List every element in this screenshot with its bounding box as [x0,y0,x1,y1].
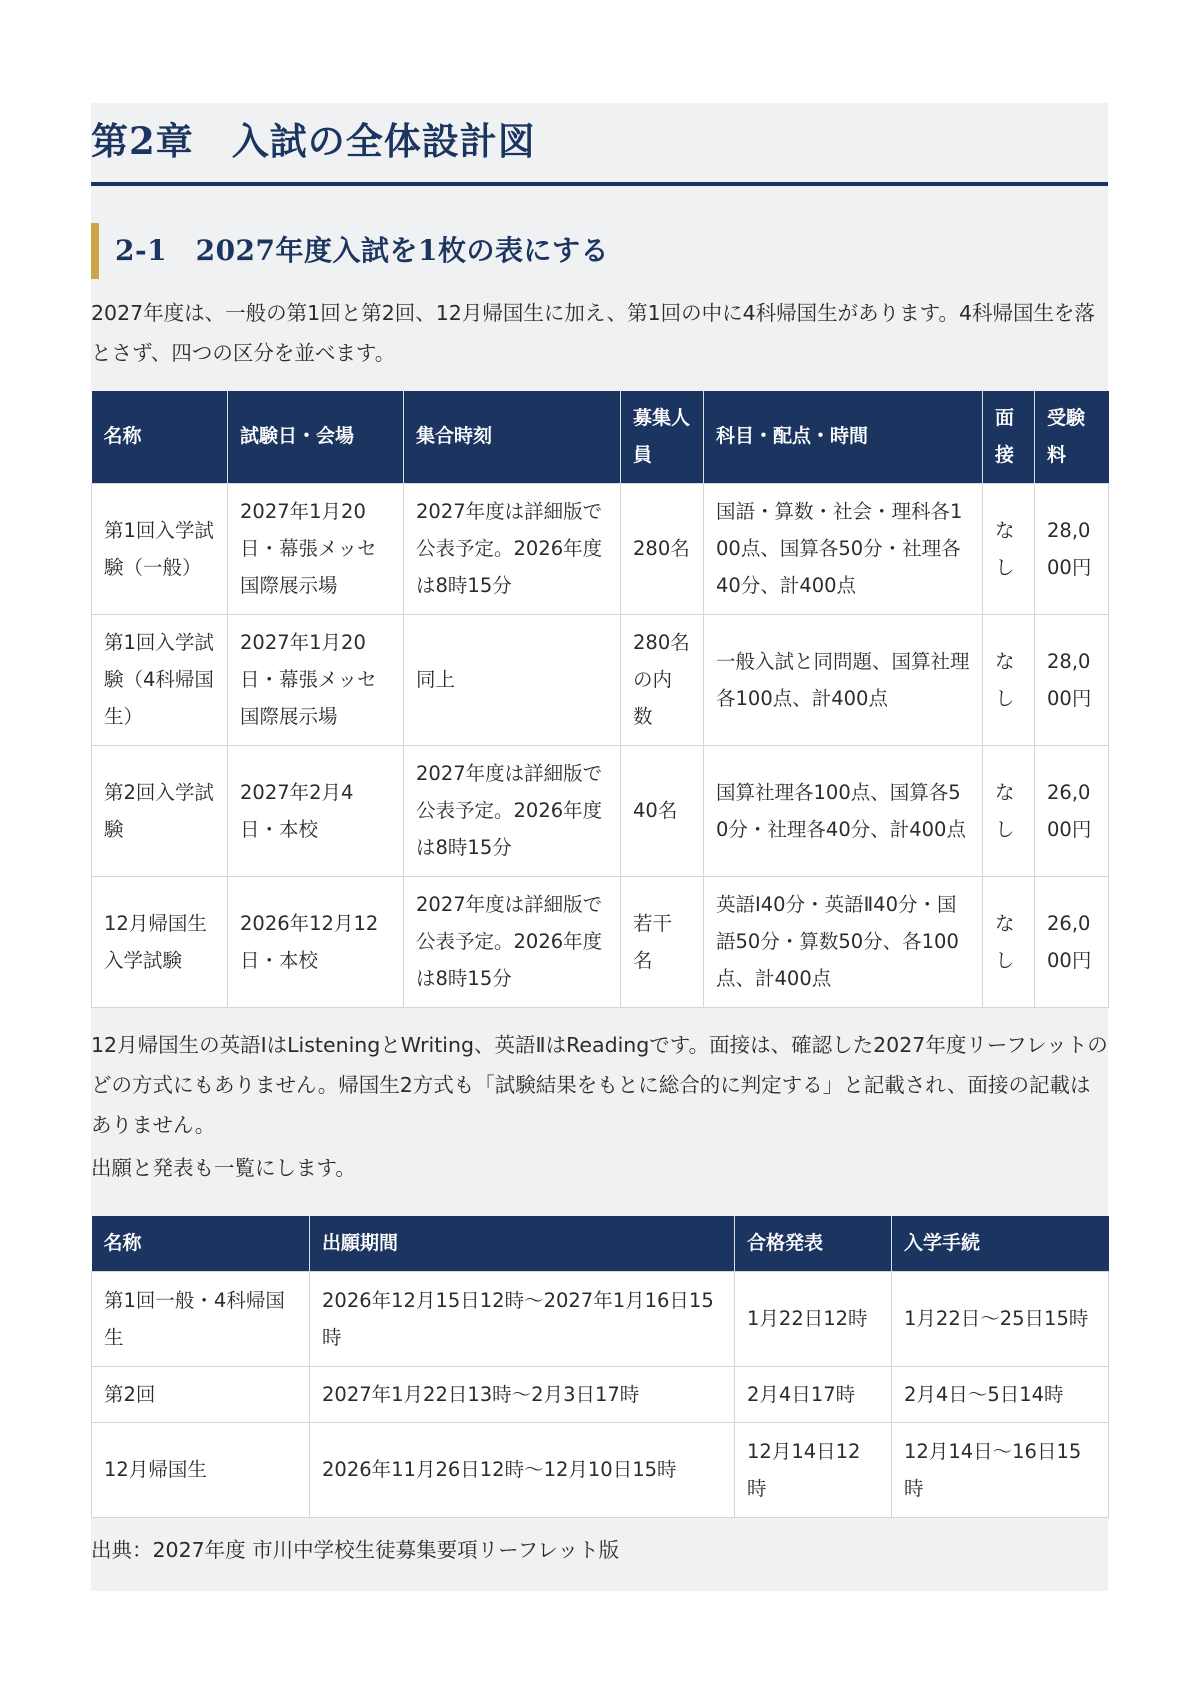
schedule-table [91,1216,1109,1518]
table-cell: 第2回 [92,1366,310,1422]
section-accent-bar [91,223,99,279]
table-cell: 40名 [621,745,704,876]
section-title: 2-1 2027年度入試を1枚の表にする [115,234,609,267]
table-cell: 26,000円 [1035,745,1109,876]
table-row [92,876,1109,1007]
table-cell: なし [983,745,1035,876]
schedule-intro: 出願と発表も一覧にします。 [91,1156,356,1180]
table-cell: 12月帰国生入学試験 [92,876,228,1007]
table-cell: 2月4日〜5日14時 [892,1366,1109,1422]
table-cell: 12月14日〜16日15時 [892,1422,1109,1517]
table-cell: 280名 [621,483,704,614]
col-header-capacity: 募集人員 [621,391,704,483]
col-header-fee: 受験料 [1035,391,1109,483]
table-cell: 2027年度は詳細版で公表予定。2026年度は8時15分 [404,483,621,614]
source-citation: 出典：2027年度 市川中学校生徒募集要項リーフレット版 [91,1538,620,1562]
col-header-enrollment: 入学手続 [892,1216,1109,1271]
table-cell: なし [983,876,1035,1007]
table-cell: 2月4日17時 [735,1366,892,1422]
table-cell: 英語Ⅰ40分・英語Ⅱ40分・国語50分・算数50分、各100点、計400点 [704,876,983,1007]
table-cell: 第2回入学試験 [92,745,228,876]
content-panel [91,103,1108,1591]
col-header-name: 名称 [92,391,228,483]
table-cell: 第1回一般・4科帰国生 [92,1271,310,1366]
table-cell: 第1回入学試験（4科帰国生） [92,614,228,745]
table-row [92,1366,1109,1422]
selection-table [91,391,1109,1008]
table-cell: 2027年度は詳細版で公表予定。2026年度は8時15分 [404,745,621,876]
col-header-name: 名称 [92,1216,310,1271]
intro-paragraph: 2027年度は、一般の第1回と第2回、12月帰国生に加え、第1回の中に4科帰国生があります。4科帰国生を落とさず、四つの区分を並べます。 [91,301,1096,365]
table-cell: 12月14日12時 [735,1422,892,1517]
table-cell: 26,000円 [1035,876,1109,1007]
table-row [92,1422,1109,1517]
table-cell: 1月22日〜25日15時 [892,1271,1109,1366]
table-cell: 第1回入学試験（一般） [92,483,228,614]
table-cell: 28,000円 [1035,483,1109,614]
table-cell: 2027年2月4日・本校 [228,745,404,876]
table-cell: 2026年12月15日12時〜2027年1月16日15時 [310,1271,735,1366]
note-paragraph: 12月帰国生の英語ⅠはListeningとWriting、英語ⅡはReadingです。面接は、確認した2027年度リーフレットのどの方式にもありません。帰国生2方式も「試験結果をもとに総合的に判定する」と記載され、面接の記載はありません。 [91,1033,1108,1137]
table-cell: 1月22日12時 [735,1271,892,1366]
table-cell: 2027年1月22日13時〜2月3日17時 [310,1366,735,1422]
table-cell: 国語・算数・社会・理科各100点、国算各50分・社理各40分、計400点 [704,483,983,614]
chapter-divider [91,182,1108,186]
table-cell: 同上 [404,614,621,745]
table-cell: 2027年度は詳細版で公表予定。2026年度は8時15分 [404,876,621,1007]
table-cell: 国算社理各100点、国算各50分・社理各40分、計400点 [704,745,983,876]
table-cell: 2026年11月26日12時〜12月10日15時 [310,1422,735,1517]
table-cell: 2027年1月20日・幕張メッセ国際展示場 [228,483,404,614]
table-cell: 28,000円 [1035,614,1109,745]
table-header-row [92,1216,1109,1271]
table-row [92,1271,1109,1366]
col-header-date-venue: 試験日・会場 [228,391,404,483]
col-header-subjects: 科目・配点・時間 [704,391,983,483]
table-cell: 280名の内数 [621,614,704,745]
col-header-assembly-time: 集合時刻 [404,391,621,483]
col-header-announcement: 合格発表 [735,1216,892,1271]
table-cell: なし [983,614,1035,745]
col-header-interview: 面接 [983,391,1035,483]
table-cell: 12月帰国生 [92,1422,310,1517]
chapter-title: 第2章 入試の全体設計図 [91,119,536,163]
table-cell: 2027年1月20日・幕張メッセ国際展示場 [228,614,404,745]
table-row [92,745,1109,876]
table-header-row [92,391,1109,483]
table-row [92,614,1109,745]
table-cell: 一般入試と同問題、国算社理各100点、計400点 [704,614,983,745]
col-header-application-period: 出願期間 [310,1216,735,1271]
table-cell: 若干名 [621,876,704,1007]
table-cell: なし [983,483,1035,614]
table-cell: 2026年12月12日・本校 [228,876,404,1007]
table-row [92,483,1109,614]
